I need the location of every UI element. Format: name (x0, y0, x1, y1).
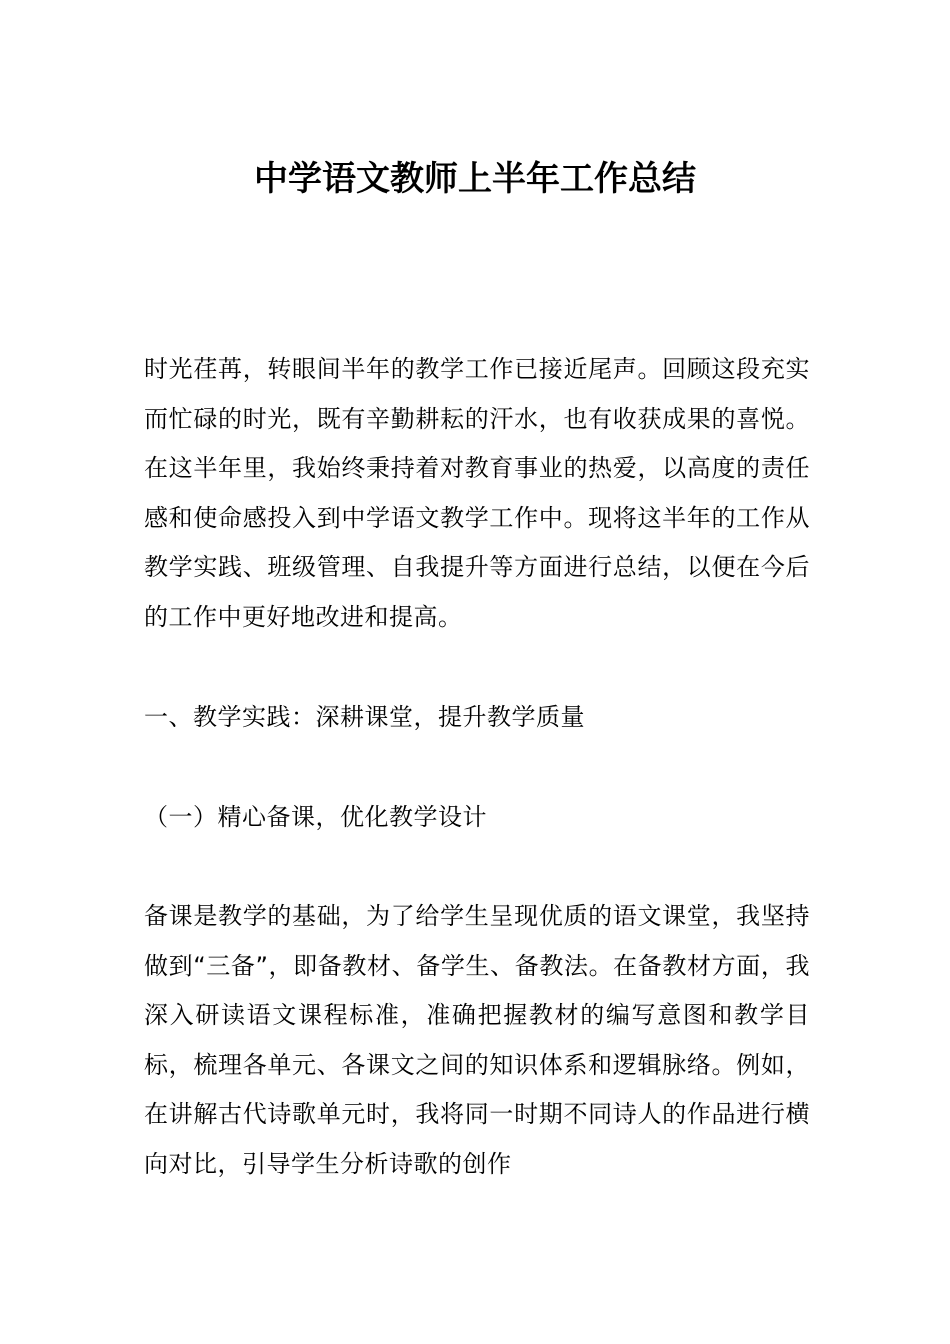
section-heading: 一、教学实践：深耕课堂，提升教学质量 (144, 703, 585, 731)
body-paragraph: 备课是教学的基础，为了给学生呈现优质的语文课堂，我坚持做到“三备”，即备教材、备学生、备教法。在备教材方面，我深入研读语文课程标准，准确把握教材的编写意图和教学目标，梳理各单元、各课文之间的知识体系和逻辑脉络。例如，在讲解古代诗歌单元时，我将同一时期不同诗人的作品进行横向对比，引导学生分析诗歌的创作 (144, 902, 810, 1178)
intro-paragraph: 时光荏苒，转眼间半年的教学工作已接近尾声。回顾这段充实而忙碌的时光，既有辛勤耕耘的汗水，也有收获成果的喜悦。在这半年里，我始终秉持着对教育事业的热爱，以高度的责任感和使命感投入到中学语文教学工作中。现将这半年的工作从教学实践、班级管理、自我提升等方面进行总结，以便在今后的工作中更好地改进和提高。 (144, 355, 810, 631)
subsection-heading: （一）精心备课，优化教学设计 (144, 803, 487, 831)
document-title: 中学语文教师上半年工作总结 (254, 159, 696, 199)
